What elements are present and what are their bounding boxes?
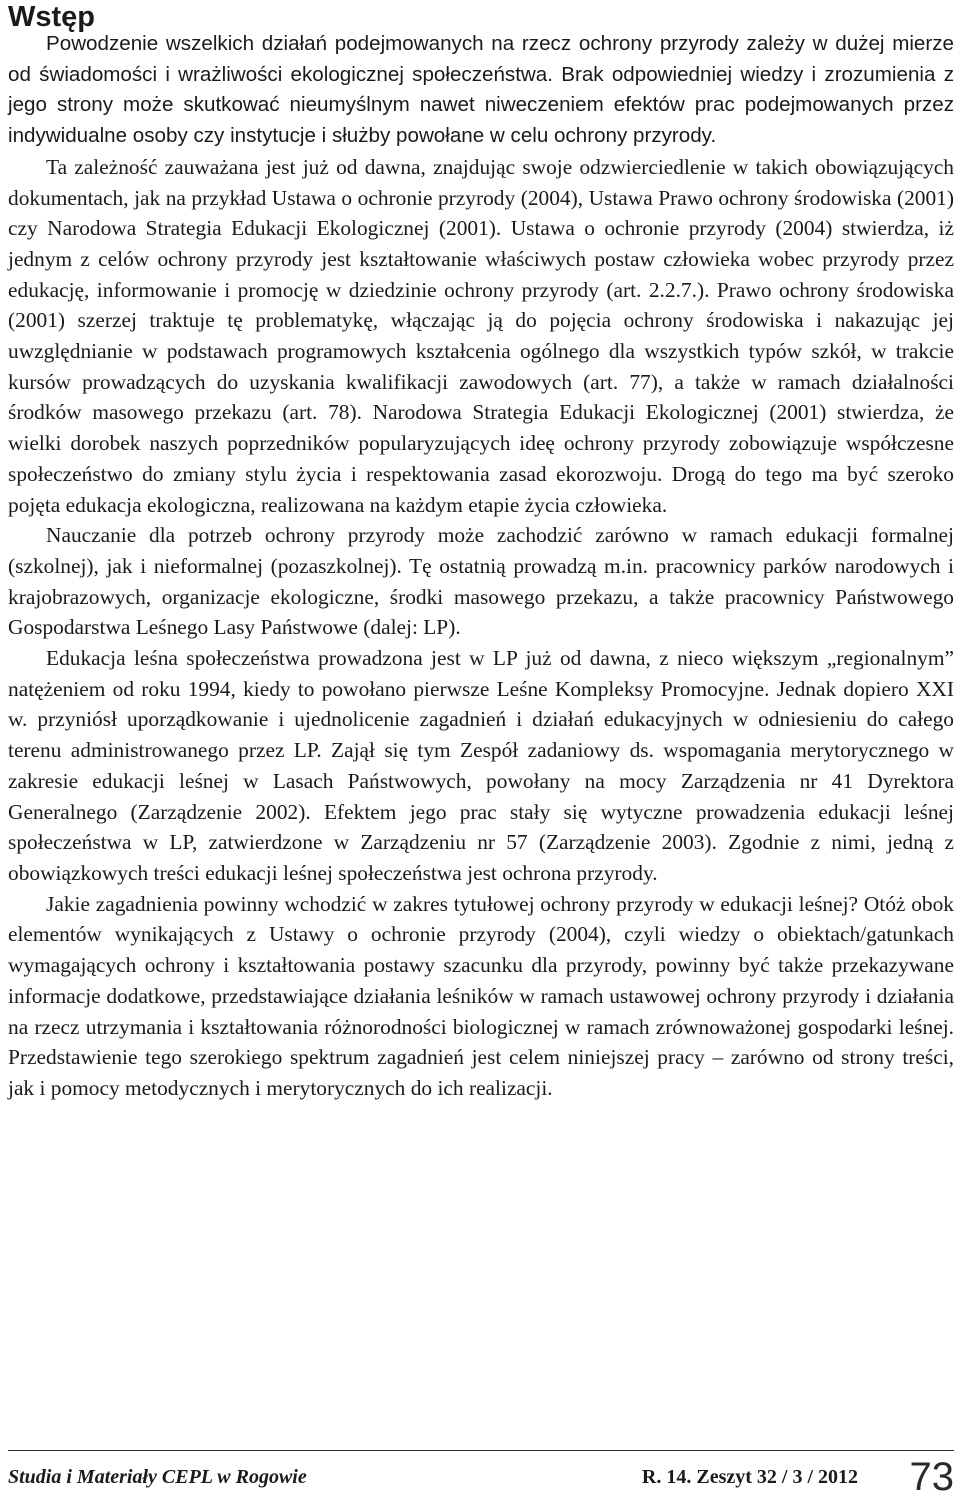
footer-issue-info: R. 14. Zeszyt 32 / 3 / 2012 xyxy=(641,1466,858,1488)
paragraph-1: Powodzenie wszelkich działań podejmowanych na rzecz ochrony przyrody zależy w dużej mierze od świadomości i wrażliwości ekologicznej społeczeństwa. Brak odpowiedniej wiedzy i zrozumienia z jego strony może skutkować nieumyślnym nawet niweczeniem efektów prac podejmowanych przez indywidualne osoby czy instytucje i służby powołane w celu ochrony przyrody. xyxy=(8,32,954,148)
paragraph-4: Edukacja leśna społeczeństwa prowadzona jest w LP już od dawna, z nieco większym „regionalnym” natężeniem od roku 1994, kiedy to powołano pierwsze Leśne Kompleksy Promocyjne. Jednak dopiero XXI w. przyniósł uporządkowanie i ujednolicenie zagadnień i działań edukacyjnych w odniesieniu do całego terenu administrowanego przez LP. Zajął się tym Zespół zadaniowy ds. wspomagania merytorycznego w zakresie edukacji leśnej w Lasach Państwowych, powołany na mocy Zarządzenia nr 41 Dyrektora Generalnego (Zarządzenie 2002). Efektem jego prac stały się wytyczne prowadzenia edukacji leśnej społeczeństwa w LP, zatwierdzone w Zarządzeniu nr 57 (Zarządzenie 2003). Zgodnie z nimi, jedną z obowiązkowych treści edukacji leśnej społeczeństwa jest ochrona przyrody. xyxy=(8,646,954,885)
paragraph-3: Nauczanie dla potrzeb ochrony przyrody może zachodzić zarówno w ramach edukacji formalnej (szkolnej), jak i nieformalnej (pozaszkolnej). Tę ostatnią prowadzą m.in. pracownicy parków narodowych i krajobrazowych, organizacje ekologiczne, środki masowego przekazu, a także pracownicy Państwowego Gospodarstwa Leśnego Lasy Państwowe (dalej: LP). xyxy=(8,523,954,640)
page-title: Wstęp xyxy=(8,1,95,33)
footer-journal-title: Studia i Materiały CEPL w Rogowie xyxy=(8,1466,307,1488)
paragraph-5: Jakie zagadnienia powinny wchodzić w zakres tytułowej ochrony przyrody w edukacji leśnej? Otóż obok elementów wynikających z Ustawy o ochronie przyrody (2004), czyli wiedzy o obiektach/gatunkach wymagających ochrony i kształtowania postawy szacunku dla przyrody, powinny być także przekazywane informacje dodatkowe, przedstawiające działania leśników w ramach ustawowej ochrony przyrody i działania na rzecz utrzymania i kształtowania różnorodności biologicznej w ramach zrównoważonej gospodarki leśnej. Przedstawienie tego szerokiego spektrum zagadnień jest celem niniejszej pracy – zarówno od strony treści, jak i pomocy metodycznych i merytorycznych do ich realizacji. xyxy=(8,891,954,1100)
paragraph-2: Ta zależność zauważana jest już od dawna, znajdując swoje odzwierciedlenie w takich obowiązujących dokumentach, jak na przykład Ustawa o ochronie przyrody (2004), Ustawa Prawo ochrony środowiska (2001) czy Narodowa Strategia Edukacji Ekologicznej (2001). Ustawa o ochronie przyrody (2004) stwierdza, iż jednym z celów ochrony przyrody jest kształtowanie właściwych postaw człowieka wobec przyrody przez edukację, informowanie i promocję w dziedzinie ochrony przyrody (art. 2.2.7.). Prawo ochrony środowiska (2001) szerzej traktuje tę problematykę, włączając ją do pojęcia ochrony środowiska i nakazując jej uwzględnianie w podstawach programowych kształcenia ogólnego dla wszystkich typów szkół, w trakcie kursów prowadzących do uzyskania kwalifikacji zawodowych (art. 77), a także w ramach działalności środków masowego przekazu (art. 78). Narodowa Strategia Edukacji Ekologicznej (2001) stwierdza, że wielki dorobek naszych poprzedników popularyzujących ideę ochrony przyrody zobowiązuje współczesne społeczeństwo do zmiany stylu życia i respektowania zasad ekorozwoju. Drogą do tego ma być szeroko pojęta edukacja ekologiczna, realizowana na każdym etapie życia człowieka. xyxy=(8,154,954,517)
footer-divider xyxy=(8,1450,954,1451)
article-body xyxy=(8,29,954,1104)
page-number: 73 xyxy=(909,1455,954,1499)
